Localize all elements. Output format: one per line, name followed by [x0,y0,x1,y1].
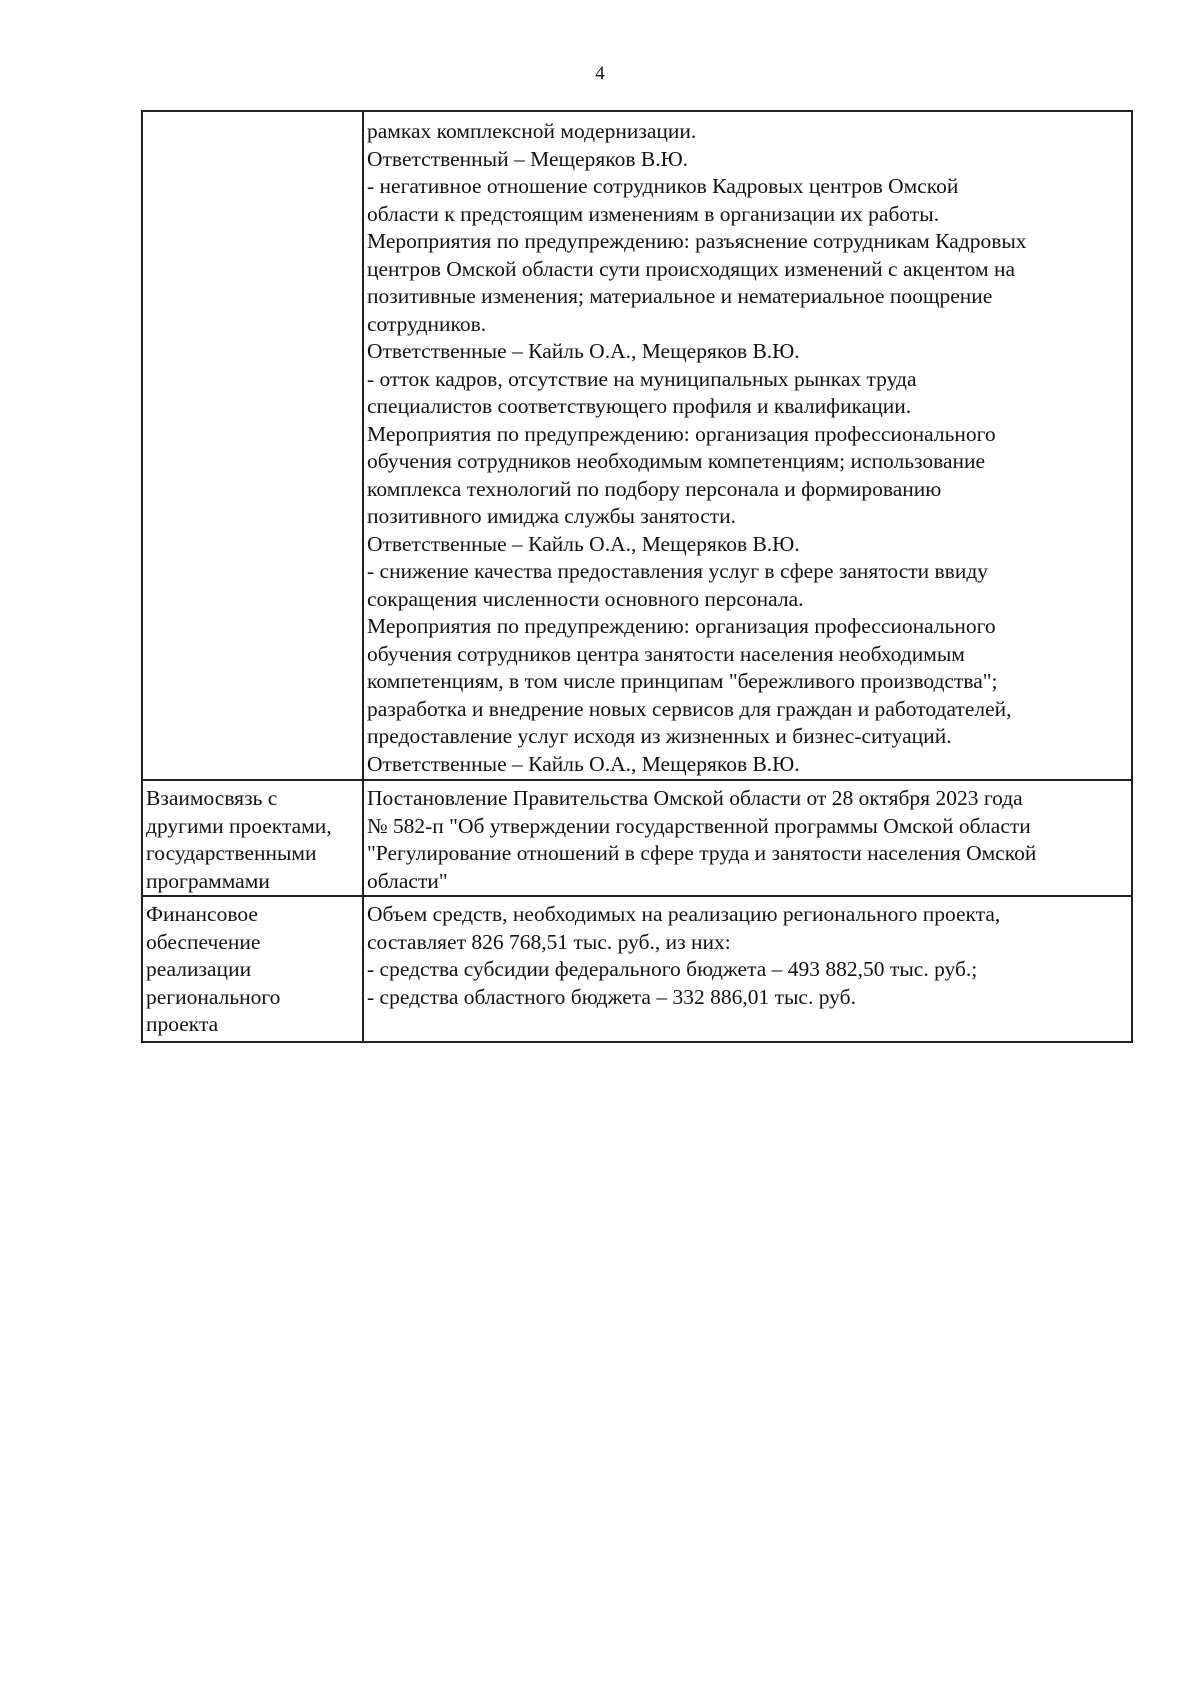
risks-label-cell [142,111,363,780]
label-line: проекта [146,1012,219,1036]
label-line: программами [146,868,270,893]
page-number: 4 [595,63,605,84]
text-line: составляет 826 768,51 тыс. руб., из них: [367,929,731,954]
text-line: Мероприятия по предупреждению: разъяснение сотрудникам Кадровых [367,229,1027,253]
text-line: - средства субсидии федерального бюджета – 493 882,50 тыс. руб.; [367,957,978,981]
text-line: "Регулирование отношений в сфере труда и занятости населения Омской [367,841,1037,865]
funding-content-cell [363,896,1132,1042]
label-line: обеспечение [146,929,261,954]
relations-label-cell [142,780,363,896]
text-line: области к предстоящим изменениям в организации их работы. [367,201,940,226]
text-line: обучения сотрудников необходимым компетенциям; использование [367,449,986,473]
text-line: сокращения численности основного персонала. [367,586,804,611]
text-line: сотрудников. [367,311,487,336]
text-line: комплекса технологий по подбору персонала и формированию [367,476,942,501]
label-line: Взаимосвязь с [146,786,278,810]
text-line: позитивного имиджа службы занятости. [367,504,737,528]
risks-row [142,111,1132,780]
text-line: - средства областного бюджета – 332 886,01 тыс. руб. [367,984,856,1009]
text-line: - отток кадров, отсутствие на муниципальных рынках труда [367,366,917,391]
label-line: государственными [146,841,317,865]
text-line: области" [367,868,448,893]
text-line: Ответственные – Кайль О.А., Мещеряков В.Ю. [367,751,800,776]
text-line: центров Омской области сути происходящих изменений с акцентом на [367,256,1016,281]
funding-row [142,896,1132,1042]
text-line: разработка и внедрение новых сервисов для граждан и работодателей, [367,696,1012,721]
label-line: реализации [146,957,252,981]
relations-content-cell [363,780,1132,896]
text-line: компетенциям, в том числе принципам "бережливого производства"; [367,669,998,693]
label-line: регионального [146,984,281,1009]
label-line: другими проектами, [146,813,332,838]
text-line: специалистов соответствующего профиля и квалификации. [367,394,912,418]
text-line: обучения сотрудников центра занятости населения необходимым [367,641,965,666]
text-line: - снижение качества предоставления услуг в сфере занятости ввиду [367,559,989,583]
text-line: Ответственные – Кайль О.А., Мещеряков В.Ю. [367,339,800,363]
text-line: рамках комплексной модернизации. [367,119,697,143]
risks-content-cell [363,111,1132,780]
label-line: Финансовое [146,902,258,926]
text-line: № 582-п "Об утверждении государственной программы Омской области [367,813,1031,838]
text-line: - негативное отношение сотрудников Кадровых центров Омской [367,174,959,198]
relations-row [142,780,1132,896]
text-line: Ответственный – Мещеряков В.Ю. [367,146,689,171]
text-line: Мероприятия по предупреждению: организация профессионального [367,614,996,638]
text-line: Постановление Правительства Омской области от 28 октября 2023 года [367,786,1023,810]
text-line: Объем средств, необходимых на реализацию регионального проекта, [367,902,1001,926]
text-line: позитивные изменения; материальное и нематериальное поощрение [367,284,993,308]
text-line: предоставление услуг исходя из жизненных и бизнес-ситуаций. [367,724,952,748]
text-line: Ответственные – Кайль О.А., Мещеряков В.Ю. [367,531,800,556]
project-passport-table [141,110,1133,1043]
text-line: Мероприятия по предупреждению: организация профессионального [367,421,996,446]
funding-label-cell [142,896,363,1042]
